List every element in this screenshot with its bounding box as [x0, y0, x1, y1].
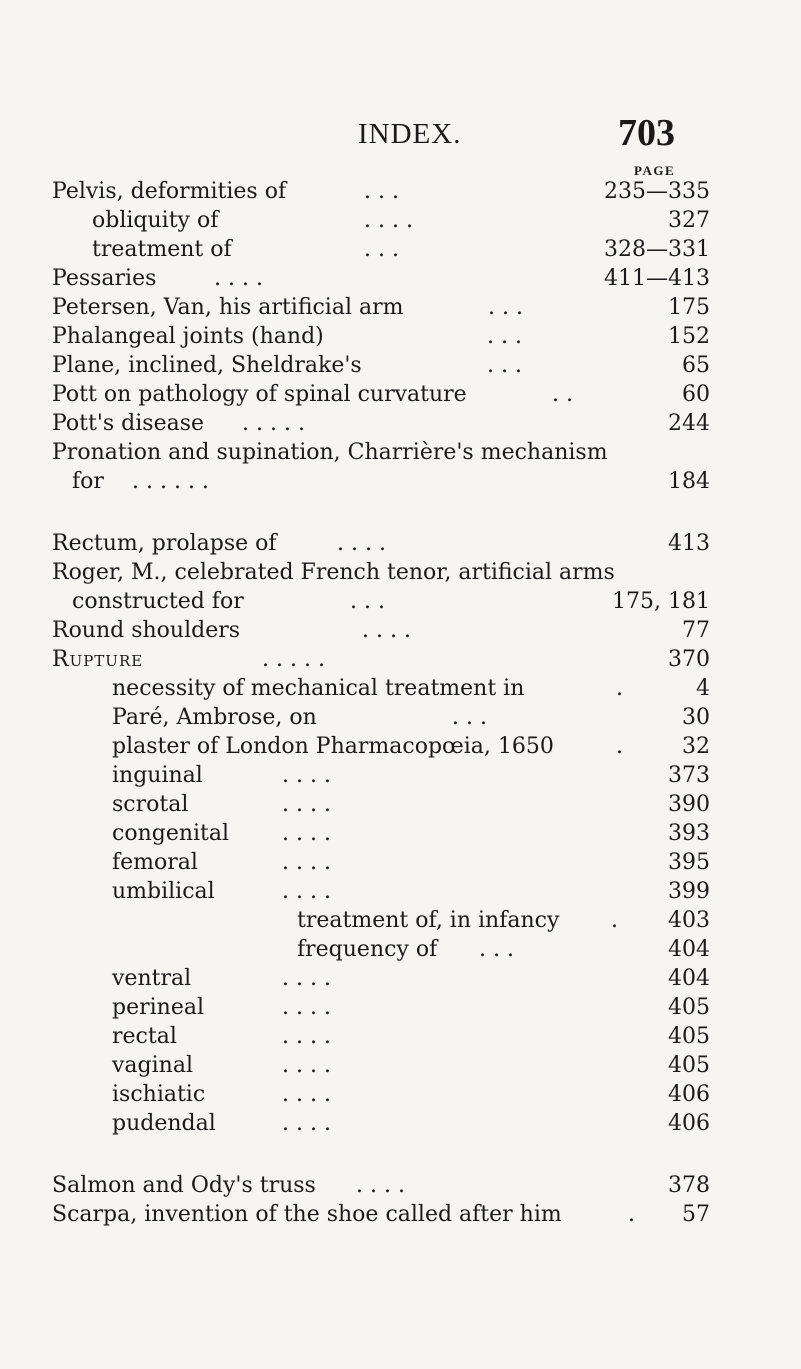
index-entry: [112, 732, 710, 762]
entry-page: 395: [668, 850, 710, 875]
index-entry: [297, 906, 710, 936]
entry-text: Salmon and Ody's truss: [52, 1173, 316, 1198]
entry-text: constructed for: [72, 589, 244, 614]
leader-dots: .: [616, 734, 623, 759]
entry-text: inguinal: [112, 763, 203, 788]
entry-text: necessity of mechanical treatment in: [112, 676, 525, 701]
index-entry: [52, 645, 710, 675]
entry-text: Roger, M., celebrated French tenor, artificial arms: [52, 560, 615, 585]
entry-page: 30: [682, 705, 710, 730]
entry-text: plaster of London Pharmacopœia, 1650: [112, 734, 554, 759]
index-entry: [92, 206, 710, 236]
entry-text: Round shoulders: [52, 618, 241, 643]
entry-text: rectal: [112, 1024, 177, 1049]
entry-text: femoral: [112, 850, 198, 875]
leader-dots: .: [611, 908, 618, 933]
leader-dots: . . .: [452, 705, 487, 730]
index-entry: [52, 322, 710, 352]
entry-page: 390: [668, 792, 710, 817]
entry-page: 373: [668, 763, 710, 788]
index-entry: [112, 993, 710, 1023]
entry-page: 393: [668, 821, 710, 846]
index-entry: [92, 235, 710, 265]
entry-text: umbilical: [112, 879, 215, 904]
entry-page: 244: [668, 411, 710, 436]
leader-dots: . . . . .: [242, 411, 305, 436]
index-entry: [52, 293, 710, 323]
entry-page: 327: [668, 208, 710, 233]
leader-dots: . . . .: [282, 1111, 331, 1136]
index-entry: [297, 935, 710, 965]
leader-dots: . . . .: [282, 1053, 331, 1078]
leader-dots: . . .: [488, 295, 523, 320]
index-entry: [112, 674, 710, 704]
entry-text: Paré, Ambrose, on: [112, 705, 317, 730]
index-entry: [112, 1080, 710, 1110]
entry-text: Petersen, Van, his artificial arm: [52, 295, 404, 320]
entry-page: 411—413: [604, 266, 710, 291]
index-entry: [112, 964, 710, 994]
entry-text: Pronation and supination, Charrière's mechanism: [52, 440, 608, 465]
entry-page: 405: [668, 995, 710, 1020]
index-entry: [52, 529, 710, 559]
leader-dots: . . . .: [214, 266, 263, 291]
page-column-label: PAGE: [634, 163, 676, 178]
entry-text: pudendal: [112, 1111, 216, 1136]
entry-text: Pessaries: [52, 266, 157, 291]
index-entry: [52, 409, 710, 439]
leader-dots: . . .: [364, 179, 399, 204]
entry-page: 413: [668, 531, 710, 556]
entry-page: 328—331: [604, 237, 710, 262]
entry-page: 175, 181: [612, 589, 710, 614]
index-entry: [112, 1051, 710, 1081]
entry-page: 175: [668, 295, 710, 320]
entry-text: ventral: [112, 966, 192, 991]
entry-text: for: [72, 469, 104, 494]
entry-page: 378: [668, 1173, 710, 1198]
entry-page: 32: [682, 734, 710, 759]
leader-dots: . . . .: [282, 995, 331, 1020]
leader-dots: . . .: [479, 937, 514, 962]
index-entry: [72, 467, 710, 497]
leader-dots: . . . .: [364, 208, 413, 233]
index-entry: [52, 1171, 710, 1201]
index-entry: [52, 1200, 710, 1230]
entry-page: 60: [682, 382, 710, 407]
leader-dots: . . .: [487, 353, 522, 378]
entry-text: obliquity of: [92, 208, 219, 233]
index-entry: [112, 877, 710, 907]
entry-text: Phalangeal joints (hand): [52, 324, 324, 349]
entry-text: vaginal: [112, 1053, 193, 1078]
leader-dots: . . . .: [337, 531, 386, 556]
leader-dots: . .: [552, 382, 573, 407]
index-entry: [52, 177, 710, 207]
leader-dots: . . . . . .: [132, 469, 209, 494]
index-entry: [52, 558, 710, 588]
entry-page: 65: [682, 353, 710, 378]
entry-text: Rupture: [52, 647, 144, 672]
entry-page: 405: [668, 1024, 710, 1049]
leader-dots: . . . .: [282, 879, 331, 904]
entry-text: treatment of: [92, 237, 232, 262]
page-number: 703: [618, 112, 675, 154]
leader-dots: . . . .: [282, 763, 331, 788]
entry-page: 405: [668, 1053, 710, 1078]
entry-page: 152: [668, 324, 710, 349]
entry-text: Pelvis, deformities of: [52, 179, 287, 204]
entry-page: 404: [668, 966, 710, 991]
leader-dots: . . . . .: [262, 647, 325, 672]
leader-dots: .: [616, 676, 623, 701]
entry-text: ischiatic: [112, 1082, 206, 1107]
index-entry: [112, 1109, 710, 1139]
index-entry: [112, 761, 710, 791]
entry-page: 77: [682, 618, 710, 643]
leader-dots: . . . .: [282, 821, 331, 846]
entry-page: 57: [682, 1202, 710, 1227]
index-entry: [112, 703, 710, 733]
entry-page: 184: [668, 469, 710, 494]
entry-text: frequency of: [297, 937, 438, 962]
entry-text: Pott's disease: [52, 411, 205, 436]
leader-dots: . . . .: [356, 1173, 405, 1198]
entry-text: Scarpa, invention of the shoe called after him: [52, 1202, 562, 1227]
index-entry: [52, 438, 710, 468]
index-entry: [52, 351, 710, 381]
leader-dots: . . . .: [282, 850, 331, 875]
index-entry: [112, 819, 710, 849]
entry-page: 4: [696, 676, 710, 701]
entry-text: Pott on pathology of spinal curvature: [52, 382, 467, 407]
entry-page: 403: [668, 908, 710, 933]
index-entry: [112, 848, 710, 878]
leader-dots: . . . .: [282, 966, 331, 991]
entry-text: perineal: [112, 995, 204, 1020]
leader-dots: . . . .: [282, 1024, 331, 1049]
entry-text: congenital: [112, 821, 230, 846]
index-entry: [52, 616, 710, 646]
leader-dots: . . .: [364, 237, 399, 262]
index-entry: [52, 380, 710, 410]
entry-text: Plane, inclined, Sheldrake's: [52, 353, 362, 378]
running-head-title: INDEX.: [358, 118, 462, 150]
entry-page: 235—335: [604, 179, 710, 204]
index-entry: [72, 587, 710, 617]
entry-page: 370: [668, 647, 710, 672]
entry-page: 404: [668, 937, 710, 962]
entry-page: 406: [668, 1082, 710, 1107]
leader-dots: . . . .: [362, 618, 411, 643]
entry-page: 406: [668, 1111, 710, 1136]
leader-dots: .: [628, 1202, 635, 1227]
entry-text: treatment of, in infancy: [297, 908, 560, 933]
leader-dots: . . .: [350, 589, 385, 614]
leader-dots: . . . .: [282, 1082, 331, 1107]
index-entry: [52, 264, 710, 294]
leader-dots: . . . .: [282, 792, 331, 817]
leader-dots: . . .: [487, 324, 522, 349]
entry-page: 399: [668, 879, 710, 904]
entry-text: Rectum, prolapse of: [52, 531, 277, 556]
index-entry: [112, 1022, 710, 1052]
index-entry: [112, 790, 710, 820]
entry-text: scrotal: [112, 792, 189, 817]
